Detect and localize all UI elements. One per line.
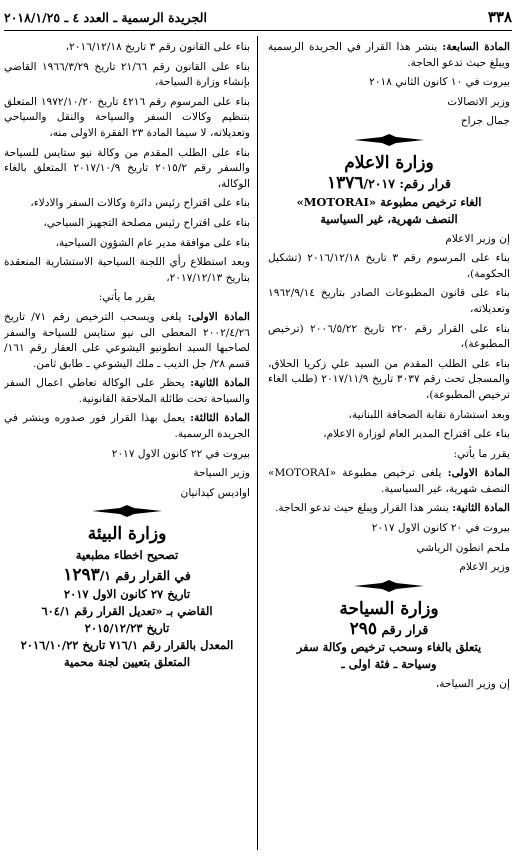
article-1 bbox=[268, 466, 510, 497]
recital: بناء على الطلب المقدم من السيد علي زكريا الحلاق، والمسجل تحت رقم ٣٠٣٧ تاريخ ٢٠١٧/١١/٩ (طلب الغاء ترخيص المطبوعة)، bbox=[268, 357, 510, 401]
left-column bbox=[4, 40, 250, 852]
gazette-title: الجريدة الرسمية ـ العدد ٤ ـ ٢٠١٨/١/٢٥ bbox=[4, 9, 207, 25]
intro: إن وزير الاعلام bbox=[445, 232, 510, 245]
decree-number bbox=[268, 172, 510, 193]
intro: إن وزير السياحة، bbox=[435, 678, 510, 691]
decides: يقرر ما يأتي: bbox=[98, 291, 156, 304]
recital: بناء على قانون المطبوعات الصادر بتاريخ ١٩٦٢/٩/١٤ وتعديلاته، bbox=[268, 287, 510, 315]
errata-line: المتعلق بتعيين لجنة محمية bbox=[63, 655, 191, 670]
article-text: ينشر هذا القرار في الجريدة الرسمية ويبلغ حيث تدعو الحاجة. bbox=[268, 41, 510, 69]
article-label: المادة الاولى: bbox=[447, 467, 510, 480]
article-3 bbox=[4, 411, 250, 442]
article-label: المادة الثانية: bbox=[452, 502, 510, 515]
recital: بناء على اقتراح المدير العام لوزارة الاعلام، bbox=[323, 428, 510, 441]
recital: بناء على الطلب المقدم من وكالة نيو ستايس للسياحة والسفر رقم ٢٠١٥/٢ تاريخ ٢٠١٧/١٠/٩ المتعلق بالغاء الوكالة، bbox=[4, 146, 250, 190]
article-text: ينشر هذا القرار ويبلغ حيث تدعو الحاجة. bbox=[274, 502, 453, 515]
decree-num: ١٣٧٦ bbox=[327, 172, 364, 193]
recital: بناء على اقتراح رئيس مصلحة التجهيز السياحي، bbox=[43, 216, 250, 229]
ministry-heading: وزارة البيئة bbox=[87, 524, 167, 545]
recital: بناء على المرسوم رقم ٤٢١٦ تاريخ ١٩٧٢/١٠/٢٠ المتعلق بتنظيم وكالات السفر والسياحة والنقل والسياحي وتعديلاته، لا سيما المادة ٢٣ الفقرة الاولى منه، bbox=[4, 95, 250, 139]
recital: بناء على القانون رقم ٣ تاريخ ٢٠١٦/١٢/١٨، bbox=[65, 41, 250, 53]
subject-line: الغاء ترخيص مطبوعة «MOTORAI» bbox=[296, 194, 482, 209]
recital: بناء على اقتراح رئيس دائرة وكالات السفر والادلاء، bbox=[30, 197, 250, 210]
right-column bbox=[268, 40, 510, 852]
article-text: يلغى ترخيص مطبوعة «MOTORAI» النصف شهرية، غير السياسية. bbox=[268, 467, 510, 495]
decree-num: ١٢٩٣ bbox=[63, 565, 100, 586]
errata-line: القاضي بـ «تعديل القرار رقم ٦٠٤/١ bbox=[41, 604, 213, 619]
signer-name: ملحم انطون الرياشي bbox=[416, 541, 510, 554]
place-date: بيروت في ٢٠ كانون الاول ٢٠١٧ bbox=[371, 522, 510, 535]
column-divider bbox=[257, 36, 258, 850]
article-2 bbox=[4, 376, 250, 407]
flourish-divider-icon bbox=[92, 505, 162, 517]
ministry-heading: وزارة السياحة bbox=[339, 598, 439, 619]
place-date: بيروت في ١٠ كانون الثاني ٢٠١٨ bbox=[369, 76, 510, 89]
errata-details bbox=[4, 586, 250, 671]
article-text: يحظر على الوكالة تعاطي اعمال السفر والسياحة تحت طائلة الملاحقة القانونية. bbox=[4, 377, 250, 405]
flourish-divider-icon bbox=[354, 580, 424, 592]
errata-decree-number bbox=[4, 565, 250, 586]
decree-number bbox=[268, 618, 510, 639]
article-label: المادة السابعة: bbox=[442, 41, 510, 53]
signer-title: وزير السياحة bbox=[193, 467, 250, 480]
page-header bbox=[4, 6, 512, 28]
article-label: المادة الثانية: bbox=[190, 377, 250, 390]
decree-subject bbox=[268, 194, 510, 228]
signer-name: اواديس كيدانيان bbox=[180, 486, 250, 499]
article-text: يلغى ويسحب الترخيص رقم ٧١/ تاريخ ٢٠٠٢/٤/٢٦ المعطى الى نيو ستايس للسياحة والسفر لصاحبها السيد انطونيو اليشوعي على العقار رقم ١٦١/ قسم ٢٨/ جل الديب ـ ملك اليشوعي ـ طابق ثامن. bbox=[4, 310, 250, 370]
article-7 bbox=[268, 40, 510, 71]
decree-suffix: /١ bbox=[99, 568, 111, 584]
header-divider bbox=[4, 30, 512, 31]
place-date: بيروت في ٢٢ كانون الاول ٢٠١٧ bbox=[111, 447, 250, 460]
recital: بناء على القرار رقم ٢٢٠ تاريخ ٢٠٠٦/٥/٢٢ (ترخيص المطبوعة)، bbox=[268, 322, 510, 351]
article-2 bbox=[268, 501, 510, 517]
recital: بناء على القانون رقم ٢١/٦٦ تاريخ ١٩٦٦/٣/٢٩ القاضي بإنشاء وزارة السياحة، bbox=[4, 60, 250, 89]
article-label: المادة الثالثة: bbox=[190, 412, 250, 425]
ministry-heading: وزارة الاعلام bbox=[344, 152, 434, 173]
decree-prefix: في القرار رقم bbox=[115, 568, 191, 584]
decree-subject bbox=[268, 639, 510, 673]
errata-line: تاريخ ٢٧ كانون الاول ٢٠١٧ bbox=[63, 587, 191, 602]
recital: بناء على المرسوم رقم ٣ تاريخ ٢٠١٦/١٢/١٨ (تشكيل الحكومة)، bbox=[268, 252, 510, 280]
decides: يقرر ما يأتي: bbox=[453, 447, 510, 460]
subject-line: النصف شهرية، غير السياسية bbox=[320, 211, 458, 226]
decree-prefix: قرار رقم bbox=[381, 621, 429, 637]
flourish-divider-icon bbox=[354, 134, 424, 146]
recital: بناء على موافقة مدير عام الشؤون السياحية، bbox=[55, 236, 250, 249]
subject-line: يتعلق بالغاء وسحب ترخيص وكالة سفر bbox=[296, 640, 482, 655]
signer-name: جمال جراح bbox=[460, 115, 510, 128]
article-label: المادة الاولى: bbox=[187, 310, 250, 323]
article-1 bbox=[4, 310, 250, 372]
decree-prefix: قرار رقم: bbox=[399, 175, 451, 191]
errata-title: تصحيح اخطاء مطبعية bbox=[75, 548, 179, 563]
signer-title: وزير الاعلام bbox=[459, 561, 510, 574]
page-number: ٣٣٨ bbox=[487, 8, 512, 26]
subject-line: وسياحة ـ فئة اولى ـ bbox=[341, 657, 437, 672]
errata-line: تاريخ ٢٠١٥/١٢/٢٣ bbox=[84, 621, 170, 636]
article-text: يعمل بهذا القرار فور صدوره وينشر في الجريدة الرسمية. bbox=[4, 412, 250, 441]
decree-num: ٢٩٥ bbox=[349, 618, 377, 639]
decree-suffix: /٢٠١٧ bbox=[363, 175, 395, 191]
recital: وبعد استشارة نقابة الصحافة اللبنانية، bbox=[348, 408, 510, 421]
errata-line: المعدل بالقرار رقم ٧١٦/١ تاريخ ٢٠١٦/١٠/٢٢ bbox=[20, 638, 234, 653]
signer-title: وزير الاتصالات bbox=[447, 95, 510, 108]
recital: وبعد استطلاع رأي اللجنة السياحية الاستشارية المنعقدة بتاريخ ٢٠١٧/١٢/١٣، bbox=[4, 256, 250, 284]
